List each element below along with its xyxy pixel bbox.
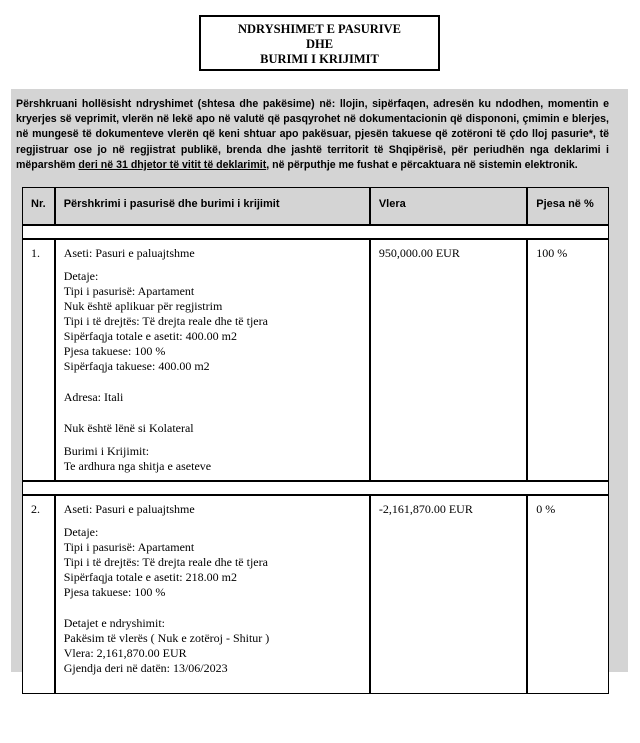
header-value: Vlera bbox=[370, 187, 527, 225]
title-line-2: DHE bbox=[305, 37, 334, 51]
collateral-status: Nuk është lënë si Kolateral bbox=[63, 421, 194, 435]
share-percent: Pjesa takuese: 100 % bbox=[63, 585, 166, 599]
assets-table bbox=[22, 187, 609, 694]
header-nr: Nr. bbox=[22, 187, 55, 225]
header-description: Përshkrimi i pasurisë dhe burimi i krijimit bbox=[55, 187, 370, 225]
asset-value: -2,161,870.00 EUR bbox=[370, 495, 527, 694]
asset-share: 0 % bbox=[527, 495, 609, 694]
source-label: Burimi i Krijimit: bbox=[63, 444, 150, 458]
total-area: Sipërfaqja totale e asetit: 400.00 m2 bbox=[63, 329, 237, 343]
address: Adresa: Itali bbox=[63, 390, 124, 404]
total-area: Sipërfaqja totale e asetit: 218.00 m2 bbox=[63, 570, 237, 584]
table-row bbox=[22, 239, 609, 481]
share-percent: Pjesa takuese: 100 % bbox=[63, 344, 166, 358]
change-value: Vlera: 2,161,870.00 EUR bbox=[63, 646, 187, 660]
instructions-text-a: Përshkruani hollësisht ndryshimet (shtesa dhe pakësime) në: llojin, sipërfaqen, adresën ku ndodhen, momentin e kryerjes së veprimit, vlerën në lekë apo në valutë që pasqyrohet në dokumentacionin që dispononi, çmimin e blerjes, në mungesë të dokumenteve vlerën që keni shtuar apo pakësuar, pjesën takuese që zotëroni të çdo lloj pasurie*, të regjistruar ose jo në regjistrat publikë, brenda dhe jashtë territorit të Shqipërisë, për periudhën nga deklarimi i mëparshëm bbox=[16, 98, 609, 171]
property-type: Tipi i pasurisë: Apartament bbox=[63, 284, 195, 298]
row-spacer bbox=[22, 225, 609, 239]
change-type: Pakësim të vlerës ( Nuk e zotëroj - Shitur ) bbox=[63, 631, 270, 645]
header-share: Pjesa në % bbox=[527, 187, 609, 225]
row-number: 1. bbox=[22, 239, 55, 481]
asset-type: Aseti: Pasuri e paluajtshme bbox=[63, 246, 195, 260]
asset-description bbox=[55, 239, 370, 481]
document-title bbox=[199, 15, 440, 71]
instructions-underlined: deri në 31 dhjetor të vitit të deklarimit bbox=[78, 158, 267, 171]
instructions-paragraph bbox=[16, 97, 609, 173]
status-date: Gjendja deri në datën: 13/06/2023 bbox=[63, 661, 228, 675]
details-label: Detaje: bbox=[63, 269, 99, 283]
owned-area: Sipërfaqja takuese: 400.00 m2 bbox=[63, 359, 210, 373]
asset-type: Aseti: Pasuri e paluajtshme bbox=[63, 502, 195, 516]
change-details-label: Detajet e ndryshimit: bbox=[63, 616, 165, 630]
title-line-3: BURIMI I KRIJIMIT bbox=[260, 52, 379, 66]
title-line-1: NDRYSHIMET E PASURIVE bbox=[237, 22, 401, 36]
details-label: Detaje: bbox=[63, 525, 99, 539]
property-type: Tipi i pasurisë: Apartament bbox=[63, 540, 195, 554]
row-number: 2. bbox=[22, 495, 55, 694]
source-value: Te ardhura nga shitja e aseteve bbox=[63, 459, 212, 473]
asset-description bbox=[55, 495, 370, 694]
right-type: Tipi i të drejtës: Të drejta reale dhe të tjera bbox=[63, 555, 268, 569]
table-row bbox=[22, 495, 609, 694]
asset-value: 950,000.00 EUR bbox=[370, 239, 527, 481]
instructions-text-b: , në përputhje me fushat e përcaktuara në sistemin elektronik. bbox=[266, 158, 578, 171]
registration-status: Nuk është aplikuar për regjistrim bbox=[63, 299, 223, 313]
right-type: Tipi i të drejtës: Të drejta reale dhe të tjera bbox=[63, 314, 268, 328]
row-spacer bbox=[22, 481, 609, 495]
table-header-row bbox=[22, 187, 609, 225]
asset-share: 100 % bbox=[527, 239, 609, 481]
